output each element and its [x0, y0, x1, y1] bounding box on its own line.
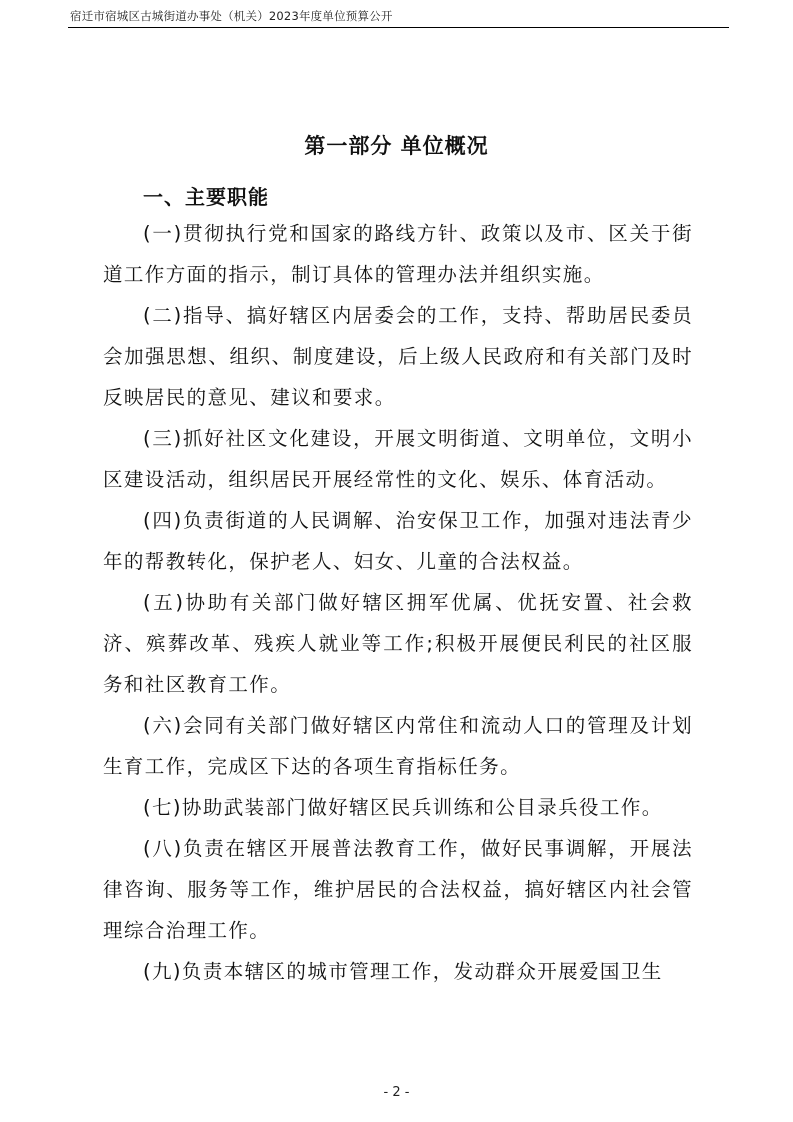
header-divider [68, 27, 729, 28]
page-number: - 2 - [383, 1085, 410, 1100]
paragraph-duty-4: (四)负责街道的人民调解、治安保卫工作，加强对违法青少年的帮教转化，保护老人、妇女、儿童的合法权益。 [103, 509, 693, 573]
paragraph-duty-5: (五)协助有关部门做好辖区拥军优属、优抚安置、社会救济、殡葬改革、残疾人就业等工作;积极开展便民利民的社区服务和社区教育工作。 [103, 591, 693, 696]
paragraph-duty-8: (八)负责在辖区开展普法教育工作，做好民事调解，开展法律咨询、服务等工作，维护居民的合法权益，搞好辖区内社会管理综合治理工作。 [103, 837, 693, 942]
paragraph-duty-9: (九)负责本辖区的城市管理工作，发动群众开展爱国卫生 [143, 960, 663, 983]
part-title: 第一部分 单位概况 [304, 134, 489, 158]
paragraph-duty-2: (二)指导、搞好辖区内居委会的工作，支持、帮助居民委员会加强思想、组织、制度建设，后上级人民政府和有关部门及时反映居民的意见、建议和要求。 [103, 304, 693, 409]
running-header: 宿迁市宿城区古城街道办事处（机关）2023年度单位预算公开 [70, 9, 393, 23]
paragraph-duty-3: (三)抓好社区文化建设，开展文明街道、文明单位，文明小区建设活动，组织居民开展经常性的文化、娱乐、体育活动。 [103, 427, 693, 491]
paragraph-duty-6: (六)会同有关部门做好辖区内常住和流动人口的管理及计划生育工作，完成区下达的各项生育指标任务。 [103, 714, 693, 778]
section-heading: 一、主要职能 [143, 185, 269, 209]
body-text [103, 213, 693, 992]
paragraph-duty-1: (一)贯彻执行党和国家的路线方针、政策以及市、区关于街道工作方面的指示，制订具体的管理办法并组织实施。 [103, 222, 693, 286]
paragraph-duty-7: (七)协助武装部门做好辖区民兵训练和公目录兵役工作。 [143, 796, 663, 819]
